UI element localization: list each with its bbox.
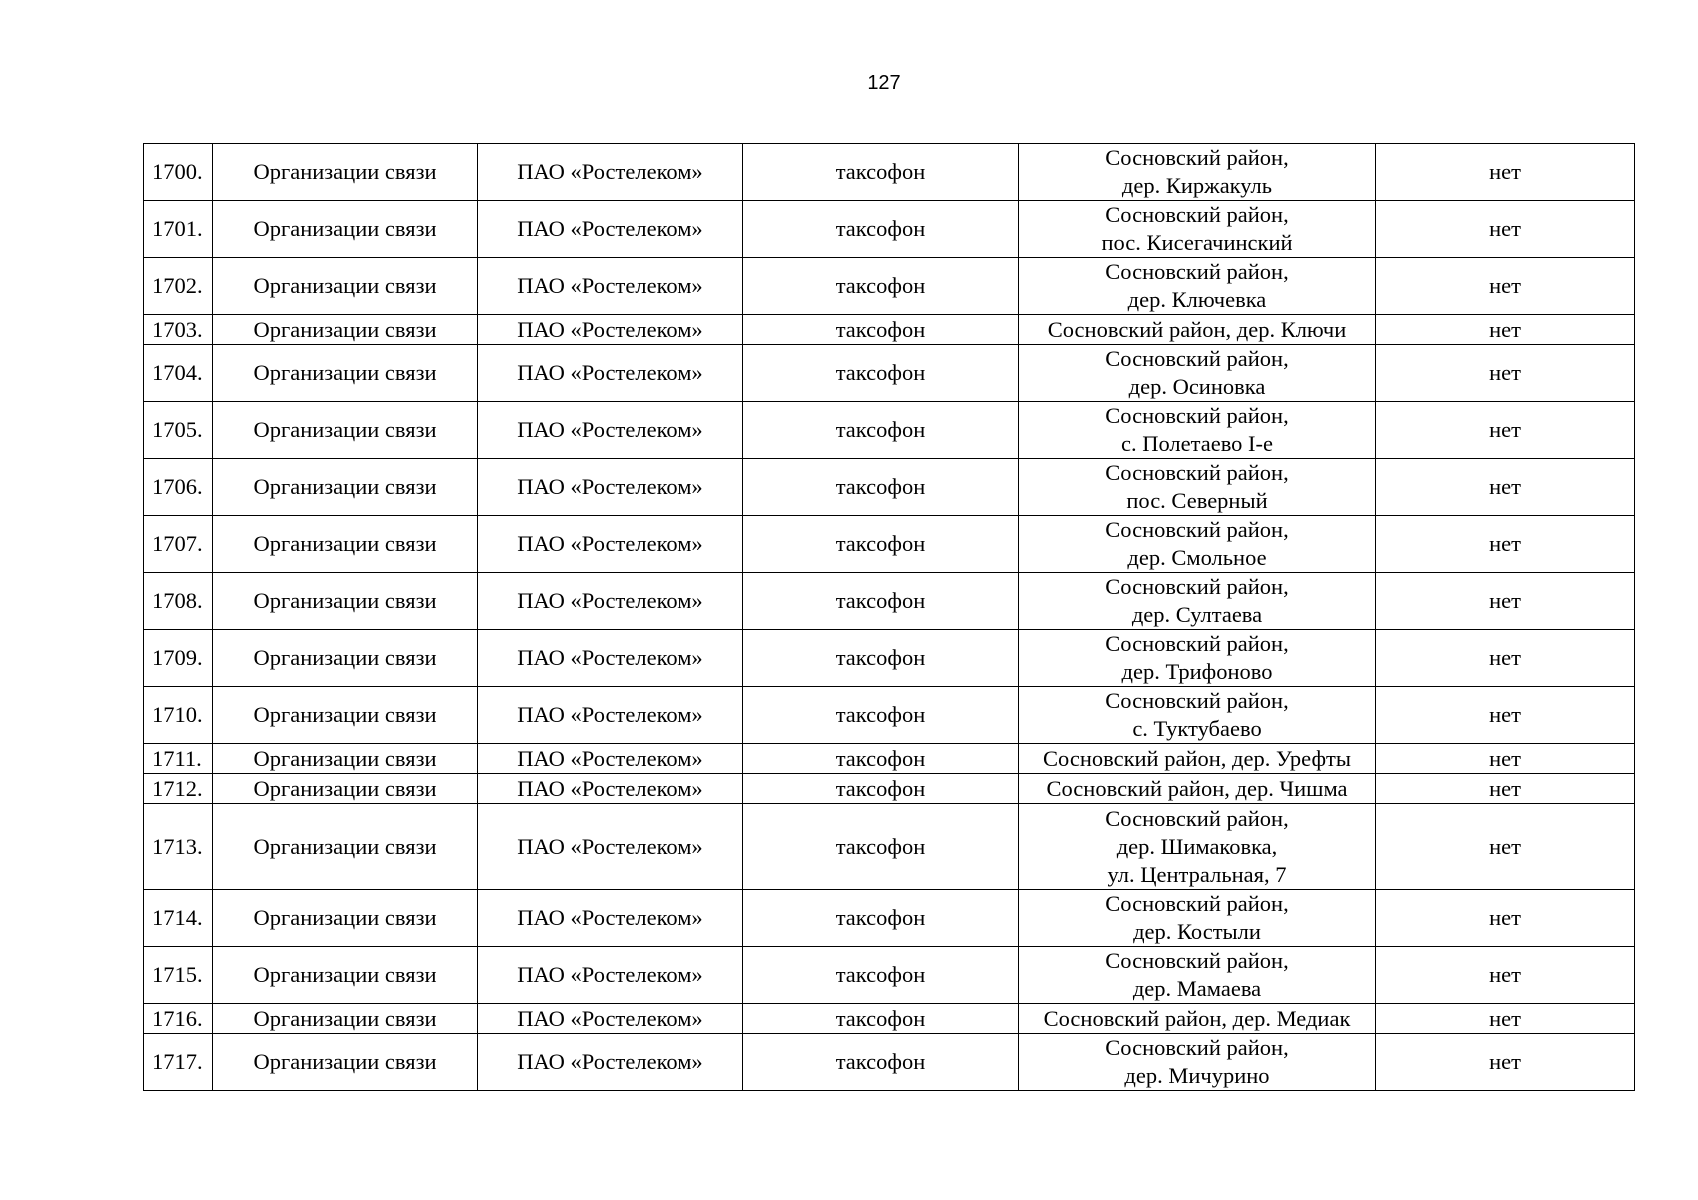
row-object-type: таксофон xyxy=(743,774,1019,804)
row-number: 1701. xyxy=(144,201,213,258)
row-address: Сосновский район, дер. Трифоново xyxy=(1019,630,1376,687)
row-object-type: таксофон xyxy=(743,744,1019,774)
row-object-type: таксофон xyxy=(743,459,1019,516)
row-address: Сосновский район, дер. Султаева xyxy=(1019,573,1376,630)
row-object-type: таксофон xyxy=(743,947,1019,1004)
row-address: Сосновский район, пос. Северный xyxy=(1019,459,1376,516)
row-address: Сосновский район, дер. Ключи xyxy=(1019,315,1376,345)
row-address: Сосновский район, дер. Мичурино xyxy=(1019,1034,1376,1091)
row-organization: ПАО «Ростелеком» xyxy=(478,947,743,1004)
row-status: нет xyxy=(1376,315,1635,345)
row-organization: ПАО «Ростелеком» xyxy=(478,1004,743,1034)
table-row xyxy=(144,402,1635,459)
row-category: Организации связи xyxy=(213,890,478,947)
table-row xyxy=(144,144,1635,201)
row-object-type: таксофон xyxy=(743,1034,1019,1091)
table-row xyxy=(144,744,1635,774)
row-organization: ПАО «Ростелеком» xyxy=(478,1034,743,1091)
row-status: нет xyxy=(1376,1034,1635,1091)
row-category: Организации связи xyxy=(213,345,478,402)
row-status: нет xyxy=(1376,744,1635,774)
row-status: нет xyxy=(1376,345,1635,402)
row-address: Сосновский район, дер. Чишма xyxy=(1019,774,1376,804)
row-address: Сосновский район, дер. Мамаева xyxy=(1019,947,1376,1004)
row-number: 1709. xyxy=(144,630,213,687)
row-object-type: таксофон xyxy=(743,804,1019,890)
row-number: 1704. xyxy=(144,345,213,402)
row-number: 1717. xyxy=(144,1034,213,1091)
row-status: нет xyxy=(1376,1004,1635,1034)
row-status: нет xyxy=(1376,258,1635,315)
row-organization: ПАО «Ростелеком» xyxy=(478,890,743,947)
row-category: Организации связи xyxy=(213,744,478,774)
table-row xyxy=(144,687,1635,744)
row-object-type: таксофон xyxy=(743,890,1019,947)
row-address: Сосновский район, с. Полетаево I-е xyxy=(1019,402,1376,459)
row-category: Организации связи xyxy=(213,201,478,258)
row-number: 1700. xyxy=(144,144,213,201)
row-object-type: таксофон xyxy=(743,315,1019,345)
row-category: Организации связи xyxy=(213,630,478,687)
row-organization: ПАО «Ростелеком» xyxy=(478,744,743,774)
row-object-type: таксофон xyxy=(743,402,1019,459)
row-category: Организации связи xyxy=(213,947,478,1004)
row-number: 1712. xyxy=(144,774,213,804)
row-object-type: таксофон xyxy=(743,687,1019,744)
row-number: 1716. xyxy=(144,1004,213,1034)
row-organization: ПАО «Ростелеком» xyxy=(478,687,743,744)
table-row xyxy=(144,630,1635,687)
table-row xyxy=(144,1004,1635,1034)
row-status: нет xyxy=(1376,201,1635,258)
table-row xyxy=(144,516,1635,573)
row-organization: ПАО «Ростелеком» xyxy=(478,459,743,516)
row-address: Сосновский район, дер. Шимаковка, ул. Центральная, 7 xyxy=(1019,804,1376,890)
row-category: Организации связи xyxy=(213,315,478,345)
row-category: Организации связи xyxy=(213,573,478,630)
row-address: Сосновский район, дер. Медиак xyxy=(1019,1004,1376,1034)
row-organization: ПАО «Ростелеком» xyxy=(478,573,743,630)
row-address: Сосновский район, дер. Смольное xyxy=(1019,516,1376,573)
row-address: Сосновский район, дер. Урефты xyxy=(1019,744,1376,774)
table-row xyxy=(144,774,1635,804)
row-category: Организации связи xyxy=(213,402,478,459)
row-object-type: таксофон xyxy=(743,144,1019,201)
row-category: Организации связи xyxy=(213,144,478,201)
row-object-type: таксофон xyxy=(743,516,1019,573)
row-address: Сосновский район, дер. Костыли xyxy=(1019,890,1376,947)
row-category: Организации связи xyxy=(213,687,478,744)
row-organization: ПАО «Ростелеком» xyxy=(478,804,743,890)
row-category: Организации связи xyxy=(213,774,478,804)
table-row xyxy=(144,890,1635,947)
row-status: нет xyxy=(1376,573,1635,630)
table-row xyxy=(144,201,1635,258)
row-category: Организации связи xyxy=(213,804,478,890)
row-number: 1710. xyxy=(144,687,213,744)
row-category: Организации связи xyxy=(213,516,478,573)
table-row xyxy=(144,459,1635,516)
row-status: нет xyxy=(1376,890,1635,947)
page-number: 127 xyxy=(867,72,901,94)
table-row xyxy=(144,804,1635,890)
row-object-type: таксофон xyxy=(743,345,1019,402)
row-number: 1711. xyxy=(144,744,213,774)
row-number: 1706. xyxy=(144,459,213,516)
row-status: нет xyxy=(1376,804,1635,890)
row-status: нет xyxy=(1376,630,1635,687)
row-number: 1714. xyxy=(144,890,213,947)
table-row xyxy=(144,1034,1635,1091)
row-organization: ПАО «Ростелеком» xyxy=(478,258,743,315)
row-status: нет xyxy=(1376,144,1635,201)
row-address: Сосновский район, дер. Ключевка xyxy=(1019,258,1376,315)
row-object-type: таксофон xyxy=(743,201,1019,258)
row-number: 1705. xyxy=(144,402,213,459)
row-number: 1703. xyxy=(144,315,213,345)
row-organization: ПАО «Ростелеком» xyxy=(478,315,743,345)
table-row xyxy=(144,947,1635,1004)
row-organization: ПАО «Ростелеком» xyxy=(478,774,743,804)
row-number: 1707. xyxy=(144,516,213,573)
row-organization: ПАО «Ростелеком» xyxy=(478,402,743,459)
row-status: нет xyxy=(1376,774,1635,804)
row-status: нет xyxy=(1376,402,1635,459)
row-category: Организации связи xyxy=(213,1004,478,1034)
row-organization: ПАО «Ростелеком» xyxy=(478,201,743,258)
row-status: нет xyxy=(1376,947,1635,1004)
row-address: Сосновский район, пос. Кисегачинский xyxy=(1019,201,1376,258)
row-number: 1702. xyxy=(144,258,213,315)
row-number: 1713. xyxy=(144,804,213,890)
row-object-type: таксофон xyxy=(743,258,1019,315)
table-row xyxy=(144,345,1635,402)
row-status: нет xyxy=(1376,459,1635,516)
row-category: Организации связи xyxy=(213,258,478,315)
row-object-type: таксофон xyxy=(743,630,1019,687)
row-object-type: таксофон xyxy=(743,1004,1019,1034)
table-row xyxy=(144,573,1635,630)
row-address: Сосновский район, дер. Киржакуль xyxy=(1019,144,1376,201)
row-category: Организации связи xyxy=(213,1034,478,1091)
table-row xyxy=(144,315,1635,345)
row-organization: ПАО «Ростелеком» xyxy=(478,630,743,687)
row-status: нет xyxy=(1376,516,1635,573)
row-address: Сосновский район, с. Туктубаево xyxy=(1019,687,1376,744)
registry-table-body xyxy=(144,144,1635,1091)
row-organization: ПАО «Ростелеком» xyxy=(478,345,743,402)
table-row xyxy=(144,258,1635,315)
row-organization: ПАО «Ростелеком» xyxy=(478,144,743,201)
row-object-type: таксофон xyxy=(743,573,1019,630)
row-status: нет xyxy=(1376,687,1635,744)
row-organization: ПАО «Ростелеком» xyxy=(478,516,743,573)
row-number: 1708. xyxy=(144,573,213,630)
row-number: 1715. xyxy=(144,947,213,1004)
row-category: Организации связи xyxy=(213,459,478,516)
row-address: Сосновский район, дер. Осиновка xyxy=(1019,345,1376,402)
registry-table xyxy=(143,143,1635,1091)
